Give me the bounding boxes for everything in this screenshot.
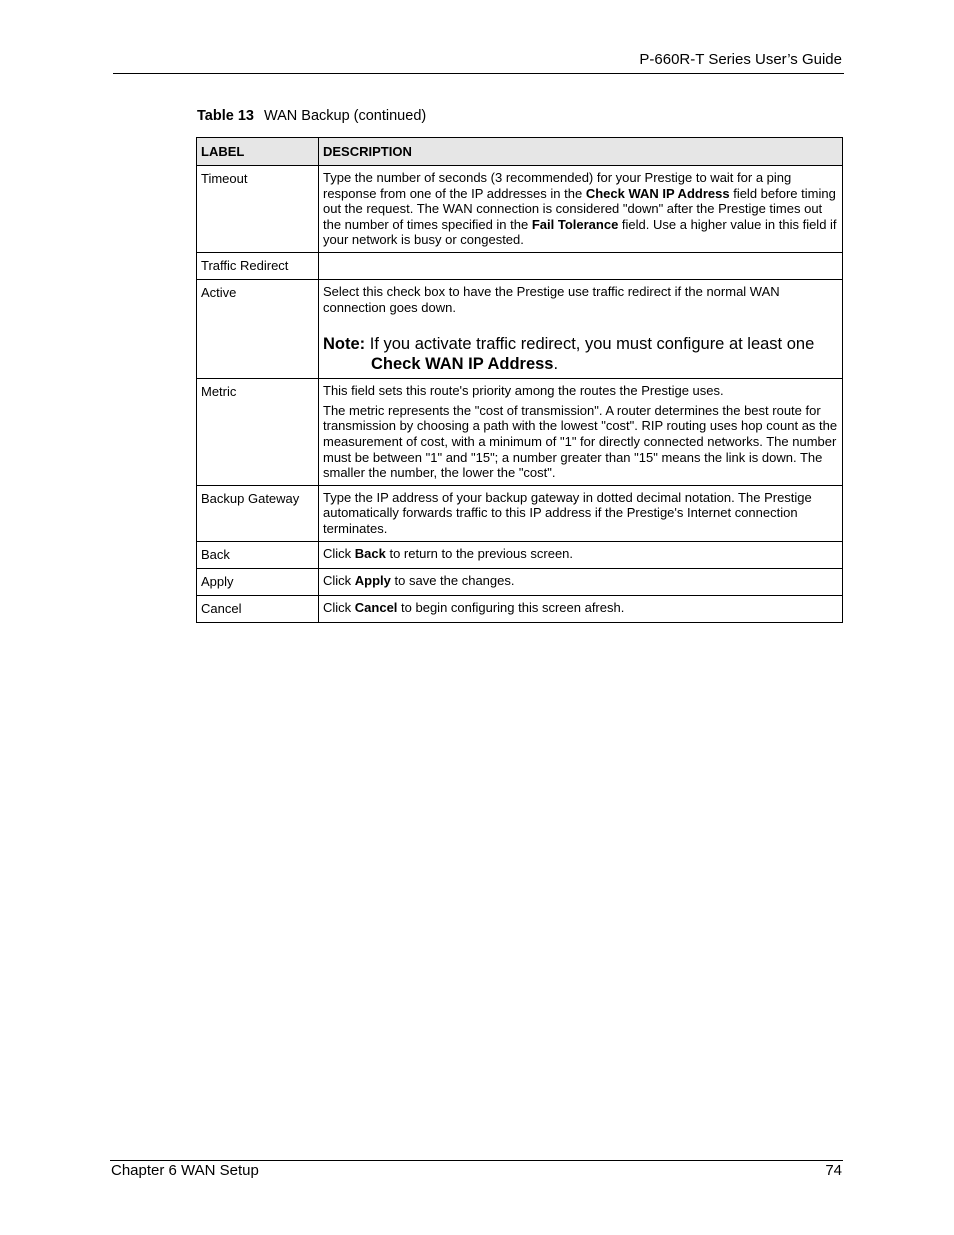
page-number: 74: [825, 1162, 842, 1179]
bold-text: Apply: [354, 572, 391, 588]
text-run: field. Use a higher value in this field if your network is busy or congested.: [323, 216, 837, 248]
table-caption-text: WAN Backup (continued): [263, 108, 427, 124]
row-label: Metric: [197, 379, 319, 486]
bold-text: Cancel: [354, 599, 398, 615]
row-description-text: [323, 383, 838, 399]
bold-text: Note:: [323, 335, 366, 354]
table-row: [197, 166, 843, 253]
table-row: [197, 568, 843, 595]
text-run: to begin configuring this screen afresh.: [397, 599, 625, 615]
row-label: Cancel: [197, 595, 319, 622]
table-header-row: [197, 138, 843, 166]
footer-chapter: Chapter 6 WAN Setup: [111, 1162, 259, 1179]
row-description: [319, 595, 843, 622]
table-row: [197, 541, 843, 568]
row-label: Back: [197, 541, 319, 568]
row-description: [319, 166, 843, 253]
text-run: This field sets this route's priority among the routes the Prestige uses.: [323, 383, 724, 399]
table-caption-label: Table 13: [197, 108, 254, 124]
row-label: Backup Gateway: [197, 485, 319, 541]
table-row: [197, 279, 843, 378]
text-run: .: [553, 355, 559, 374]
row-description: [319, 279, 843, 378]
bold-text: Fail Tolerance: [531, 216, 619, 232]
row-description: [319, 485, 843, 541]
description-column-header: DESCRIPTION: [319, 138, 843, 166]
row-label: Timeout: [197, 166, 319, 253]
running-header-title: P-660R-T Series User’s Guide: [639, 51, 842, 68]
row-description: [319, 541, 843, 568]
text-run: Type the IP address of your backup gateway in dotted decimal notation. The Prestige automatically forwards traffic to this IP address if the Prestige's Internet connection terminates.: [323, 489, 812, 536]
wan-backup-table: [196, 137, 843, 623]
text-run: Click: [323, 545, 355, 561]
text-run: field before timing out the request. The WAN connection is considered "down" after the Prestige times out the number of times specified in the: [323, 185, 836, 232]
label-column-header: LABEL: [197, 138, 319, 166]
text-run: to return to the previous screen.: [385, 545, 574, 561]
bold-text: Check WAN IP Address: [585, 185, 730, 201]
row-description-text: [323, 403, 838, 481]
row-description-text: [323, 284, 838, 315]
text-run: Click: [323, 572, 355, 588]
note-text: [323, 334, 838, 374]
row-label: Traffic Redirect: [197, 252, 319, 279]
text-run: Click: [323, 599, 355, 615]
row-label: Apply: [197, 568, 319, 595]
table-caption: [197, 108, 426, 124]
text-run: The metric represents the "cost of transmission". A router determines the best route for transmission by choosing a path with the lowest "cost". RIP routing uses hop count as the measurement of cost, with a minimum of "1" for directly connected networks. The number must be between "1" and "15"; a number greater than "15" means the link is down. The smaller the number, the lower the "cost".: [323, 402, 838, 481]
table-row: [197, 485, 843, 541]
header-rule: [113, 73, 844, 74]
row-description: [319, 252, 843, 279]
text-run: Select this check box to have the Prestige use traffic redirect if the normal WAN connection goes down.: [323, 283, 780, 315]
bold-text: Back: [354, 545, 386, 561]
text-run: to save the changes.: [390, 572, 515, 588]
footer-rule: [110, 1160, 843, 1161]
table-row: [197, 252, 843, 279]
table-row: [197, 379, 843, 486]
row-label: Active: [197, 279, 319, 378]
table-row: [197, 595, 843, 622]
row-description: [319, 568, 843, 595]
text-run: If you activate traffic redirect, you must configure at least one: [365, 335, 815, 354]
row-description: [319, 379, 843, 486]
text-run: Type the number of seconds (3 recommended) for your Prestige to wait for a ping response from one of the IP addresses in the: [323, 170, 792, 201]
bold-text: Check WAN IP Address: [371, 355, 554, 374]
